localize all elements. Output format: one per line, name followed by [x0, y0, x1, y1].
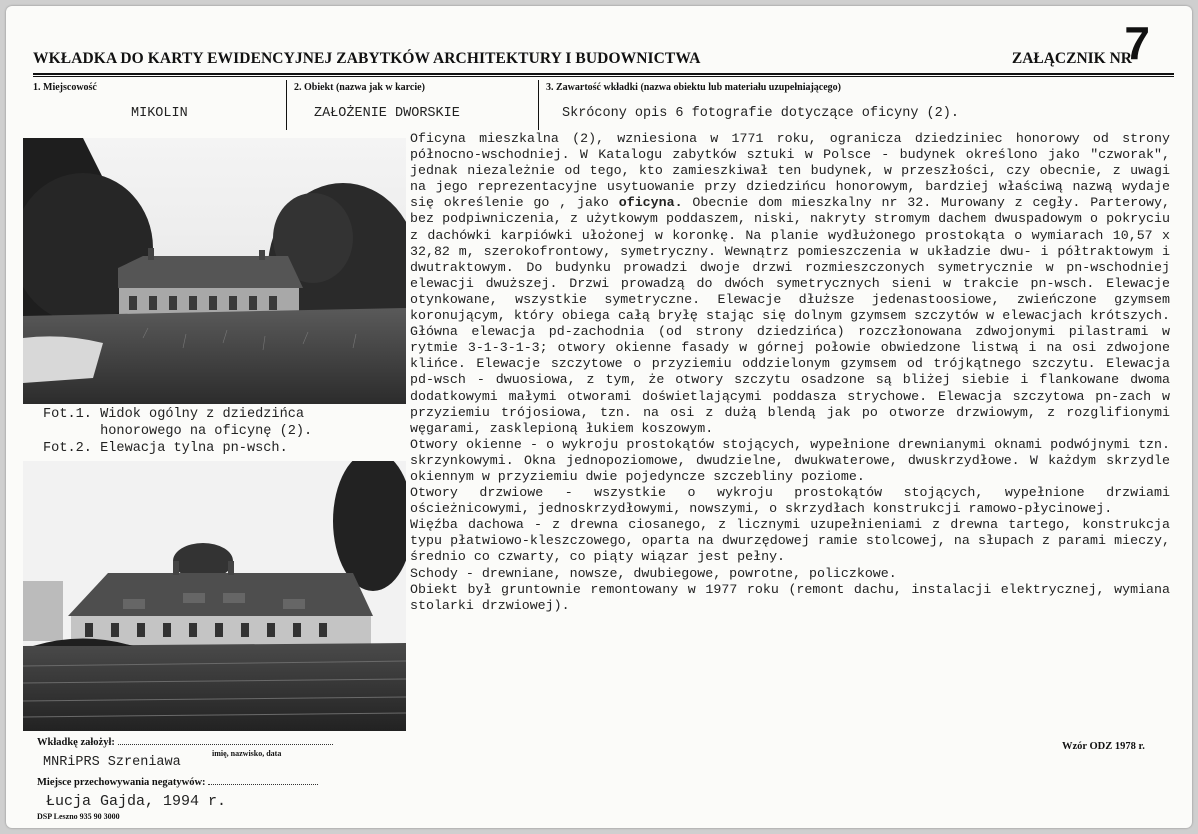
storage-label-row — [37, 777, 318, 788]
stairs-paragraph: Schody - drewniane, nowsze, dwubiegowe, powrotne, policzkowe. — [410, 565, 897, 581]
author-label: Wkładkę założył: — [37, 737, 115, 748]
handwritten-signature: Łucja Gajda, 1994 r. — [46, 793, 227, 810]
field-label-object: 2. Obiekt (nazwa jak w karcie) — [294, 82, 425, 93]
photo-caption-1-cont: honorowego na oficynę (2). — [43, 424, 313, 439]
description-emphasis: oficyna. — [618, 195, 683, 211]
photo-caption-1: Fot.1. Widok ogólny z dziedzińca — [43, 407, 305, 422]
author-label-row — [37, 737, 333, 748]
photo-2-image — [23, 461, 406, 731]
field-divider — [286, 80, 287, 130]
field-value-object: ZAŁOŻENIE DWORSKIE — [314, 106, 460, 121]
author-dotted-line — [118, 744, 333, 745]
photo-caption-2: Fot.2. Elewacja tylna pn-wsch. — [43, 441, 288, 456]
object-description — [410, 131, 1170, 614]
storage-label: Miejsce przechowywania negatywów: — [37, 777, 206, 788]
author-sublabel: imię, nazwisko, data — [212, 749, 282, 758]
storage-dotted-line — [208, 784, 318, 785]
field-divider — [538, 80, 539, 130]
roof-truss-paragraph: Więźba dachowa - z drewna ciosanego, z licznymi uzupełnieniami z drewna tartego, konstrukcja typu płatwiowo-kleszczowego, oparta na dwurzędowej ramie stolcowej, na słupach z parami mieczy, średnio co czwarty, co piąty wiązar jest pełny. — [410, 517, 1170, 565]
description-paragraph — [410, 131, 1170, 437]
header-rule — [33, 73, 1174, 75]
header-rule-thin — [33, 76, 1174, 77]
photo-2 — [23, 461, 406, 731]
author-value: MNRiPRS Szreniawa — [43, 755, 181, 770]
description-text: Oficyna mieszkalna (2), wzniesiona w 1771 roku, ogranicza dziedziniec honorowy od strony północno-wschodniej. W Katalogu zabytków sztuki w Polsce - budynek określono jako "czworak", jednak niezależnie od tego, kto zamieszkiwał ten budynek, w przeszłości, czy obecnie, z uwagi na jego reprezentacyjne usytuowanie przy dziedzińcu honorowym, bardziej właściwą nazwą wydaje się określenie go , jako — [410, 131, 1170, 211]
print-info: DSP Leszno 935 90 3000 — [37, 812, 120, 821]
field-label-contents: 3. Zawartość wkładki (nazwa obiektu lub materiału uzupełniającego) — [546, 82, 842, 93]
field-label-locality: 1. Miejscowość — [33, 82, 97, 93]
attachment-label: ZAŁĄCZNIK NR — [1011, 50, 1132, 67]
attachment-number: 7 — [1124, 17, 1150, 69]
photo-1-image — [23, 138, 406, 404]
form-model: Wzór ODZ 1978 r. — [1062, 741, 1145, 752]
doors-paragraph: Otwory drzwiowe - wszystkie o wykroju prostokątów stojących, wypełnione drzwiami ościeżnicowymi, jednoskrzydłowymi, nowszymi, o skrzydłach konstrukcji ramowo-płycinowej. — [410, 485, 1170, 517]
windows-paragraph: Otwory okienne - o wykroju prostokątów stojących, wypełnione drewnianymi oknami podwójnymi tzn. skrzynkowymi. Okna jednopoziomowe, dwudzielne, dwukwaterowe, dwuskrzydłowe. W każdym skrzydle okiennym w przyziemiu dwie pojedyncze szczebliny poziome. — [410, 436, 1170, 484]
description-text: Obecnie dom mieszkalny nr 32. Murowany z cegły. Parterowy, bez podpiwniczenia, z użytkowym poddaszem, niski, nakryty stromym dachem dwuspadowym o pokryciu z dachówki karpiówki ułożonej w koronkę. Na planie wydłużonego prostokąta o wymiarach 10,57 x 32,82 m, szerokofrontowy, symetryczny. Wewnątrz pomieszczenia w układzie dwu- i półtraktowym i dwutraktowym. Do budynku prowadzi dwoje drzwi rozmieszczonych symetrycznie w pn-wschodniej elewacji dwuższej. Drzwi prowadzą do dwóch symetrycznych sieni w trakcie pn-wsch. Elewacje otynkowane, wszystkie symetryczne. Elewacje dłuższe jedenastoosiowe, zwieńczone gzymsem koronującym, który obiega całą bryłę stając się dolnym gzymsem szczytów w elewacjach krótszych. Główna elewacja pd-zachodnia (od strony dziedzińca) rozczłonowana zdwojonymi pilastrami w rytmie 3-1-3-1-3; otwory okienne fasady w górnej połowie obwiedzone listwą i na osi zdwojone klińce. Elewacje szczytowe o przyziemiu oddzielonym gzymsem od trójkątnego szczytu. Elewacja pd-wsch - dwuosiowa, z tym, że otwory szczytu osadzone są bliżej siebie i flankowane dwoma dodatkowymi małymi otworami doświetlającymi poddasza strychowe. Elewacja szczytowa pn-zach w przyziemiu trójosiowa, tzn. na osi z dużą blendą jak po otworze drzwiowym, z rozglifionymi węgarami, zasklepioną łukiem koszowym. — [410, 195, 1170, 436]
card-title: WKŁADKA DO KARTY EWIDENCYJNEJ ZABYTKÓW ARCHITEKTURY I BUDOWNICTWA — [33, 50, 701, 67]
field-value-locality: MIKOLIN — [131, 106, 188, 121]
field-value-contents: Skrócony opis 6 fotografie dotyczące oficyny (2). — [562, 106, 959, 121]
photo-1 — [23, 138, 406, 404]
inventory-card-insert — [6, 6, 1192, 828]
renovation-paragraph: Obiekt był gruntownie remontowany w 1977 roku (remont dachu, instalacji elektrycznej, wymiana stolarki drzwiowej). — [410, 581, 1170, 613]
